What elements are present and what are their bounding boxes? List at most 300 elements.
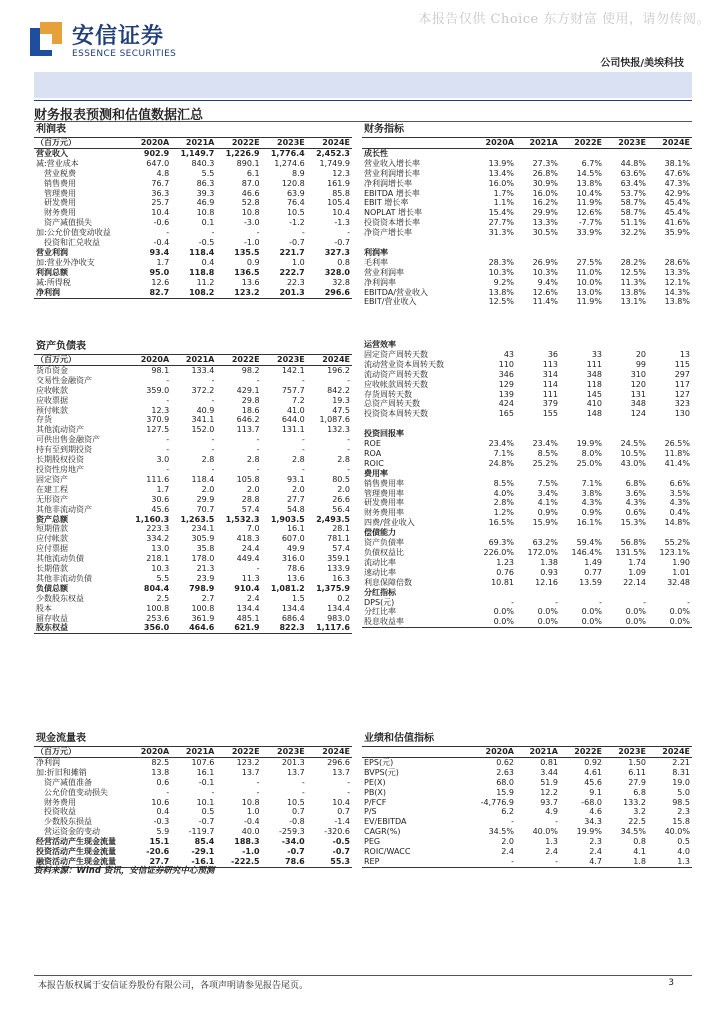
- table-row: [362, 588, 692, 598]
- cell-value: 24.4: [241, 544, 260, 554]
- table-row: [34, 757, 352, 767]
- row-label: 净利润率: [364, 277, 396, 287]
- row-label: 持有至到期投资: [36, 445, 92, 455]
- cell-value: 123.2: [216, 288, 261, 298]
- cell-value: 10.3%: [488, 267, 514, 277]
- cell-value: 0.0%: [625, 607, 646, 617]
- cell-value: 10.8: [241, 797, 260, 807]
- cell-value: 34.3: [584, 817, 602, 827]
- row-label: 流动比率: [364, 557, 396, 567]
- table-row: [362, 528, 692, 538]
- cell-value: 76.7: [151, 178, 170, 188]
- cell-value: 40.0: [241, 827, 260, 837]
- row-label: 成长性: [364, 148, 388, 158]
- cell-value: 28.3%: [488, 257, 514, 267]
- cell-value: [648, 469, 692, 479]
- row-label: 短期借款: [36, 524, 68, 534]
- cell-value: [472, 419, 516, 429]
- row-label: 其他流动负债: [36, 554, 84, 564]
- cell-value: -: [347, 445, 350, 455]
- cell-value: -68.0: [581, 797, 602, 807]
- cell-value: 2,493.5: [316, 514, 350, 524]
- cell-value: 117: [674, 379, 690, 389]
- cell-value: [472, 148, 516, 158]
- row-label: 负债总额: [36, 583, 68, 593]
- table-row: [34, 248, 352, 258]
- cell-value: 983.0: [327, 613, 350, 623]
- row-label: 营业收入增长率: [364, 158, 420, 168]
- cell-value: 0.4: [201, 257, 215, 267]
- table-row: [362, 837, 692, 847]
- cell-value: -: [166, 464, 170, 474]
- cell-value: 2.4: [246, 593, 260, 603]
- cell-value: 110: [498, 359, 514, 369]
- cell-value: 45.4%: [664, 198, 690, 208]
- cell-value: -0.1: [198, 777, 215, 787]
- cell-value: -0.7: [287, 847, 305, 857]
- row-label: PE(X): [364, 777, 386, 787]
- cell-value: 1.3: [648, 857, 692, 867]
- row-label: P/S: [364, 807, 377, 817]
- cell-value: 644.0: [281, 415, 305, 425]
- cell-value: 418.3: [236, 534, 260, 544]
- cell-value: 0.62: [496, 757, 514, 767]
- year-header: 2023E: [604, 138, 648, 149]
- cell-value: 253.6: [146, 613, 170, 623]
- cell-value: 41.6%: [664, 218, 690, 228]
- cell-value: 135.5: [234, 247, 260, 257]
- cell-value: [604, 238, 648, 248]
- cell-value: 12.5%: [488, 297, 514, 307]
- cell-value: 323: [674, 399, 690, 409]
- year-header: 2024E: [307, 138, 352, 149]
- cell-value: 7.2: [292, 395, 305, 405]
- cell-value: 27.7%: [488, 218, 514, 228]
- row-label: 营业税费: [36, 168, 76, 178]
- row-label: 无形资产: [36, 494, 68, 504]
- cell-value: [604, 469, 648, 479]
- cell-value: 1,532.3: [225, 514, 260, 524]
- cell-value: 10.5: [286, 797, 305, 807]
- cell-value: -34.0: [281, 837, 305, 847]
- row-label: [362, 238, 472, 248]
- table-row: [362, 757, 692, 767]
- table-row: [362, 370, 692, 380]
- cell-value: 155: [542, 409, 558, 419]
- cell-value: -16.1: [171, 857, 216, 867]
- row-label: P/FCF: [364, 797, 387, 807]
- table-row: [34, 594, 352, 604]
- cell-value: 44.8%: [620, 158, 646, 168]
- cell-value: 0.9%: [537, 508, 558, 518]
- cell-value: 11.0%: [576, 267, 602, 277]
- cell-value: 4.6: [589, 807, 602, 817]
- cell-value: 4.8: [156, 168, 170, 178]
- cell-value: 13.8: [151, 767, 170, 777]
- row-label: 营业利润: [36, 247, 68, 257]
- cell-value: 485.1: [236, 613, 260, 623]
- cell-value: 757.7: [281, 385, 305, 395]
- cell-value: 111: [586, 359, 602, 369]
- cell-value: -: [511, 597, 514, 607]
- cell-value: 118.4: [189, 247, 215, 257]
- cell-value: [560, 419, 604, 429]
- cell-value: 134.4: [327, 603, 350, 613]
- table-row: [362, 297, 692, 307]
- row-label: 利润率: [364, 247, 388, 257]
- cell-value: 297: [674, 369, 690, 379]
- cell-value: 6.6%: [669, 478, 690, 488]
- cell-value: 148: [586, 409, 602, 419]
- row-label: 营业利润增长率: [364, 168, 420, 178]
- table-row: [34, 554, 352, 564]
- table-row: [362, 429, 692, 439]
- row-label: 营业收入: [36, 148, 68, 158]
- row-label: 投资收益: [36, 807, 76, 817]
- cell-value: [560, 238, 604, 248]
- cell-value: -: [166, 787, 170, 797]
- cell-value: 314: [542, 369, 558, 379]
- table-row: [362, 778, 692, 788]
- cell-value: 1.90: [672, 557, 690, 567]
- cell-value: [560, 528, 604, 538]
- cell-value: -: [211, 464, 215, 474]
- cell-value: 53.7%: [620, 188, 646, 198]
- year-header: 2020A: [126, 355, 171, 366]
- cell-value: 1,263.5: [180, 514, 215, 524]
- cell-value: [516, 248, 560, 258]
- table-row: [34, 198, 352, 208]
- cell-value: 13.8%: [576, 178, 602, 188]
- title-divider: [34, 121, 692, 122]
- table-row: [34, 465, 352, 475]
- cell-value: [472, 469, 516, 479]
- cell-value: 118.4: [191, 474, 215, 484]
- cell-value: 63.9: [286, 188, 305, 198]
- cell-value: 28.8: [241, 494, 260, 504]
- cell-value: 10.4: [332, 208, 350, 218]
- table-row: [362, 847, 692, 857]
- row-label: 资产减值准备: [36, 777, 92, 787]
- cell-value: 0.0%: [493, 607, 514, 617]
- cell-value: 20: [635, 349, 646, 359]
- cell-value: 1,749.9: [319, 158, 350, 168]
- cell-value: 63.4%: [620, 178, 646, 188]
- cell-value: 34.5%: [488, 827, 514, 837]
- table-row: [362, 288, 692, 298]
- cell-value: [560, 469, 604, 479]
- row-label: EBITDA 增长率: [364, 188, 420, 198]
- cell-value: 2.0: [337, 484, 350, 494]
- cell-value: 305.9: [191, 534, 215, 544]
- cell-value: 29.9%: [532, 208, 558, 218]
- cell-value: 16.0%: [488, 178, 514, 188]
- cell-value: 16.2%: [532, 198, 558, 208]
- cell-value: 32.2%: [620, 228, 646, 238]
- cell-value: 86.3: [196, 178, 215, 188]
- table-row: [34, 278, 352, 288]
- cell-value: [560, 148, 604, 158]
- cell-value: 0.6: [156, 777, 170, 787]
- cell-value: 1.5: [292, 593, 305, 603]
- table-row: [34, 827, 352, 837]
- table-row: [34, 584, 352, 594]
- table-row: [362, 228, 692, 238]
- cell-value: 0.9: [246, 257, 260, 267]
- table-row: [34, 778, 352, 788]
- cell-value: 372.2: [191, 385, 215, 395]
- table-row: [34, 837, 352, 847]
- cell-value: 1,375.9: [316, 583, 350, 593]
- cell-value: 27.5%: [576, 257, 602, 267]
- row-label: 总资产周转天数: [364, 399, 420, 409]
- page-title: 财务报表预测和估值数据汇总: [34, 108, 204, 123]
- cell-value: 0.7: [292, 807, 305, 817]
- cell-value: 218.1: [146, 554, 170, 564]
- cell-value: 15.4%: [488, 208, 514, 218]
- cell-value: -119.7: [188, 827, 215, 837]
- cell-value: [604, 588, 648, 598]
- row-label: 股息收益率: [362, 617, 472, 627]
- cell-value: 327.3: [324, 247, 350, 257]
- cell-value: [648, 419, 692, 429]
- cell-value: [516, 148, 560, 158]
- cell-value: 118: [586, 379, 602, 389]
- cell-value: -: [301, 787, 305, 797]
- cell-value: 55.3: [307, 857, 352, 867]
- row-label: 应收票据: [36, 395, 68, 405]
- cell-value: 58.7%: [620, 208, 646, 218]
- cell-value: -0.7: [198, 817, 215, 827]
- table-row: [362, 807, 692, 817]
- cell-value: [516, 528, 560, 538]
- cell-value: 15.1: [149, 837, 170, 847]
- cell-value: 36.3: [151, 188, 170, 198]
- cell-value: 98.5: [672, 797, 690, 807]
- cell-value: 39.3: [196, 188, 215, 198]
- cell-value: 10.4%: [576, 188, 602, 198]
- table-row: [34, 396, 352, 406]
- cell-value: 55.2%: [664, 538, 690, 548]
- cell-value: 223.3: [146, 524, 170, 534]
- cell-value: 31.3%: [488, 228, 514, 238]
- cell-value: 32.48: [667, 577, 690, 587]
- cell-value: 12.6: [151, 277, 170, 287]
- page-number: 3: [668, 978, 674, 988]
- row-label: 资产减值损失: [36, 218, 92, 228]
- cell-value: 132.3: [327, 425, 350, 435]
- cell-value: 58.7%: [620, 198, 646, 208]
- cell-value: 93.4: [149, 247, 170, 257]
- row-label: EBIT/营业收入: [364, 297, 417, 307]
- row-label: 少数股东损益: [36, 817, 92, 827]
- row-label: 偿债能力: [364, 528, 396, 538]
- table-row: [362, 578, 692, 588]
- table-row: [362, 598, 692, 608]
- row-label: 应收帐款周转天数: [364, 379, 428, 389]
- cell-value: 111.6: [146, 474, 170, 484]
- cell-value: -: [256, 777, 260, 787]
- cell-value: -: [256, 375, 260, 385]
- cell-value: 59.4%: [576, 538, 602, 548]
- cell-value: 57.4: [332, 544, 350, 554]
- cell-value: 346: [498, 369, 514, 379]
- section-title: 利润表: [36, 124, 66, 135]
- cell-value: 2.4: [501, 847, 514, 857]
- cell-value: -: [347, 777, 350, 787]
- row-label: PEG: [364, 837, 381, 847]
- year-header: 2022E: [216, 747, 261, 758]
- cell-value: 781.1: [327, 534, 350, 544]
- table-row: [34, 788, 352, 798]
- cell-value: 0.8: [337, 257, 350, 267]
- cell-value: -: [301, 445, 305, 455]
- row-label: 融资活动产生现金流量: [34, 857, 126, 867]
- cell-value: 127: [674, 389, 690, 399]
- cell-value: 607.0: [281, 534, 305, 544]
- cell-value: 100.8: [191, 603, 215, 613]
- table-row: [34, 376, 352, 386]
- cell-value: -: [301, 777, 305, 787]
- cell-value: -: [347, 228, 350, 238]
- cell-value: 28.6%: [664, 257, 690, 267]
- cell-value: 131: [630, 389, 646, 399]
- row-label: 减:营业成本: [36, 158, 79, 168]
- cell-value: 902.9: [143, 148, 170, 158]
- logo-cn: 安信证券: [72, 24, 165, 49]
- cell-value: -0.3: [153, 817, 170, 827]
- cell-value: 133.2: [623, 797, 646, 807]
- cell-value: 11.2: [196, 277, 215, 287]
- cell-value: [472, 340, 516, 350]
- cell-value: 0.0%: [537, 607, 558, 617]
- cell-value: 8.0%: [581, 448, 602, 458]
- cell-value: 136.5: [234, 267, 260, 277]
- cell-value: 2,452.3: [316, 148, 350, 158]
- cell-value: 12.3: [332, 168, 350, 178]
- table-row: [362, 409, 692, 419]
- cell-value: 7.1%: [493, 448, 514, 458]
- cell-value: 113: [542, 359, 558, 369]
- cell-value: [604, 528, 648, 538]
- table-row: [362, 469, 692, 479]
- row-label: 投资回报率: [364, 429, 404, 439]
- table-row: [34, 505, 352, 515]
- cash-flow-table: [34, 732, 352, 868]
- table-row: [34, 807, 352, 817]
- cell-value: 30.5%: [532, 228, 558, 238]
- cell-value: 341.1: [191, 415, 215, 425]
- cell-value: 172.0%: [527, 548, 558, 558]
- table-row: [34, 604, 352, 614]
- cell-value: 35.9%: [664, 228, 690, 238]
- cell-value: 124: [630, 409, 646, 419]
- table-row: [362, 548, 692, 558]
- cell-value: 15.8: [672, 817, 690, 827]
- cell-value: 2.3: [677, 807, 690, 817]
- table-row: [34, 847, 352, 857]
- row-label: 流动营业资本周转天数: [364, 359, 444, 369]
- cell-value: 108.2: [171, 288, 216, 298]
- cell-value: [604, 340, 648, 350]
- unit-label: [362, 747, 472, 758]
- row-label: 长期股权投资: [36, 455, 84, 465]
- cell-value: 26.6: [332, 494, 350, 504]
- cell-value: 30.6: [151, 494, 170, 504]
- cell-value: 36: [547, 349, 558, 359]
- cell-value: 28.2%: [620, 257, 646, 267]
- cell-value: 4.0: [677, 847, 690, 857]
- cell-value: -: [211, 375, 215, 385]
- table-row: [34, 435, 352, 445]
- cell-value: 26.8%: [532, 168, 558, 178]
- cell-value: 25.2%: [532, 458, 558, 468]
- cell-value: 1,274.6: [274, 158, 305, 168]
- cell-value: [604, 248, 648, 258]
- table-row: [362, 798, 692, 808]
- cell-value: 41.0: [286, 405, 305, 415]
- cell-value: 98.2: [241, 365, 260, 375]
- row-label: 减:所得税: [36, 277, 71, 287]
- table-row: [34, 268, 352, 278]
- cell-value: 113.7: [236, 425, 260, 435]
- row-label: NOPLAT 增长率: [364, 208, 423, 218]
- row-label: 应收帐款: [36, 385, 68, 395]
- cell-value: [604, 419, 648, 429]
- cell-value: -: [516, 857, 560, 867]
- valuation-table: [362, 732, 692, 868]
- cell-value: 464.6: [171, 623, 216, 633]
- year-header: 2020A: [472, 747, 516, 758]
- header-band: [34, 72, 692, 98]
- cell-value: 98.1: [151, 365, 170, 375]
- cell-value: 188.3: [234, 837, 260, 847]
- cell-value: -0.4: [243, 817, 260, 827]
- cell-value: 10.81: [491, 577, 514, 587]
- cell-value: 3.44: [540, 767, 558, 777]
- cell-value: -: [347, 435, 350, 445]
- cell-value: -1.0: [242, 847, 260, 857]
- cell-value: -0.7: [289, 238, 305, 248]
- table-row: [362, 238, 692, 248]
- row-label: 资产总额: [36, 514, 68, 524]
- cell-value: 0.0%: [560, 617, 604, 627]
- data-source: 资料来源：Wind 资讯，安信证券研究中心预测: [34, 866, 215, 876]
- row-label: EBIT 增长率: [364, 198, 409, 208]
- cell-value: 114: [542, 379, 558, 389]
- cell-value: -: [472, 857, 516, 867]
- cell-value: 24.5%: [620, 439, 646, 449]
- cell-value: 12.5%: [620, 267, 646, 277]
- table-row: [34, 218, 352, 228]
- cell-value: 0.76: [496, 567, 514, 577]
- row-label: ROIC/WACC: [364, 847, 411, 857]
- cell-value: 63.2%: [532, 538, 558, 548]
- cell-value: 68.0: [496, 777, 514, 787]
- cell-value: -: [643, 597, 646, 607]
- cell-value: 3.0: [156, 455, 170, 465]
- row-label: 利润总额: [36, 267, 68, 277]
- cell-value: 13.1%: [620, 297, 646, 307]
- cell-value: -4,776.9: [480, 797, 514, 807]
- unit-label: （百万元）: [34, 747, 126, 758]
- year-header: 2023E: [262, 355, 307, 366]
- table-row: [34, 189, 352, 199]
- table-row: [362, 508, 692, 518]
- cell-value: 4.3%: [581, 498, 602, 508]
- row-label: BVPS(元): [364, 767, 399, 777]
- financial-ratios-table: [362, 123, 692, 307]
